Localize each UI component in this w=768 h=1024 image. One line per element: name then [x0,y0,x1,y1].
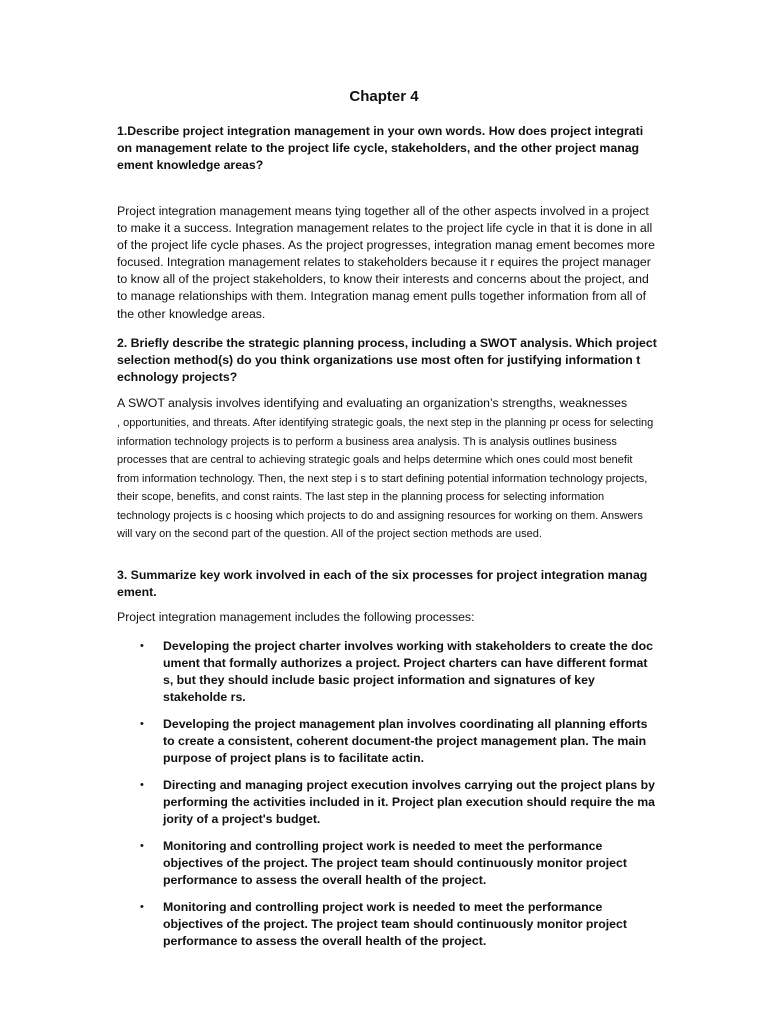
chapter-title: Chapter 4 [349,88,419,105]
bullet-icon: • [140,640,144,652]
question-1: 1.Describe project integration management in your own words. How does project integrati on management relate to the project life cycle, stakeholders, and the other project manag ement knowledge areas? [117,124,644,173]
list-item [117,638,657,706]
question-3: 3. Summarize key work involved in each of the six processes for project integration manag ement. [117,568,648,600]
answer-2-lead: A SWOT analysis involves identifying and evaluating an organization’s strengths, weaknesses [117,396,628,410]
list-item-text: Monitoring and controlling project work is needed to meet the performance objectives of the project. The project team should continuously monitor project performance to assess the overall health of the project. [163,900,627,948]
bullet-icon: • [140,901,144,913]
bullet-icon: • [140,840,144,852]
list-item-text: Developing the project charter involves working with stakeholders to create the doc ument that formally authorizes a project. Project charters can have different format s, but they should include basic project information and signatures of key stakeholde rs. [163,639,653,704]
bullet-icon: • [140,718,144,730]
list-item [117,716,657,767]
list-item [117,899,657,950]
list-item-text: Directing and managing project execution involves carrying out the project plans by performing the activities included in it. Project plan execution should require the ma jority of a project's budget. [163,778,655,826]
list-item [117,838,657,889]
list-item [117,777,657,828]
answer-2-body: , opportunities, and threats. After identifying strategic goals, the next step in the planning pr ocess for selecting information technology projects is to perform a business area analysis. Th is analysis outlines business processes that are central to achieving strategic goals and helps determine which ones could most benefit from information technology. Then, the next step i s to start defining potential information technology projects, their scope, benefits, and const raints. The last step in the planning process for selecting information technology projects is c hoosing which projects to do and assigning resources for working on them. Answers will vary on the second part of the question. All of the project section methods are used. [117,417,654,540]
list-item-text: Monitoring and controlling project work is needed to meet the performance objectives of the project. The project team should continuously monitor project performance to assess the overall health of the project. [163,839,627,887]
bullet-icon: • [140,779,144,791]
list-item-text: Developing the project management plan involves coordinating all planning efforts to create a consistent, coherent document-the project management plan. The main purpose of project plans is to facilitate actin. [163,717,648,765]
question-3-intro: Project integration management includes the following processes: [117,610,475,624]
process-list [117,638,657,960]
answer-1: Project integration management means tying together all of the other aspects involved in a project to make it a success. Integration management relates to the project life cycle in that it is done in all of the project life cycle phases. As the project progresses, integration manag ement becomes more focused. Integration management relates to stakeholders because it r equires the project manager to know all of the project stakeholders, to know their interests and concerns about the project, and to manage relationships with them. Integration manag ement pulls together information from all of the other knowledge areas. [117,204,655,321]
question-2: 2. Briefly describe the strategic planning process, including a SWOT analysis. Which project selection method(s) do you think organizations use most often for justifying information t echnology projects? [117,336,657,385]
